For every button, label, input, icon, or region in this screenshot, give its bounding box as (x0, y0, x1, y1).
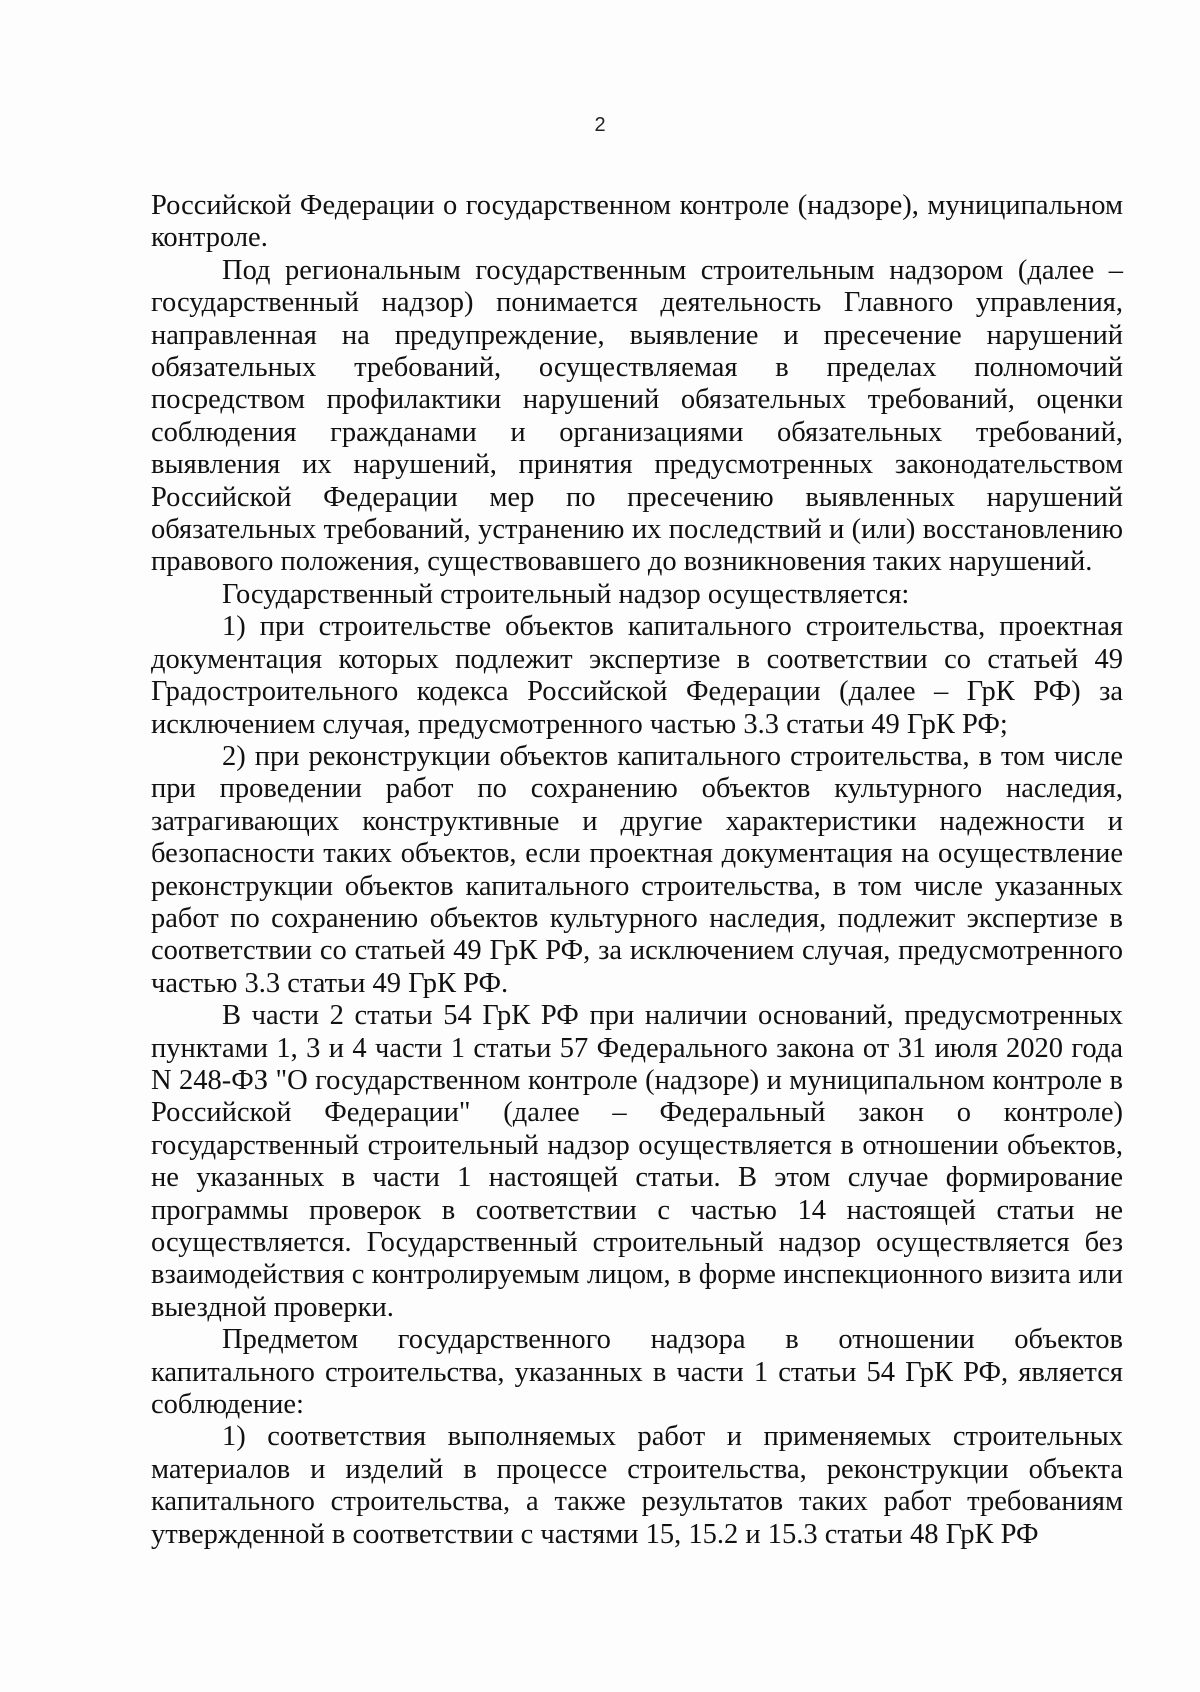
paragraph-definition: Под региональным государственным строительным надзором (далее – государственный надзор) понимается деятельность Главного управления, направленная на предупреждение, выявление и пресечение нарушений обязательных требований, осуществляемая в пределах полномочий посредством профилактики нарушений обязательных требований, оценки соблюдения гражданами и организациями обязательных требований, выявления их нарушений, принятия предусмотренных законодательством Российской Федерации мер по пресечению выявленных нарушений обязательных требований, устранению их последствий и (или) восстановлению правового положения, существовавшего до возникновения таких нарушений. (151, 254, 1123, 578)
page-number: 2 (594, 114, 606, 136)
paragraph-item-1: 1) при строительстве объектов капитального строительства, проектная документация которых подлежит экспертизе в соответствии со статьей 49 Градостроительного кодекса Российской Федерации (далее – ГрК РФ) за исключением случая, предусмотренного частью 3.3 статьи 49 ГрК РФ; (151, 611, 1123, 740)
paragraph-subject: Предметом государственного надзора в отношении объектов капитального строительства, указанных в части 1 статьи 54 ГрК РФ, является соблюдение: (151, 1324, 1123, 1421)
paragraph-subject-item-1: 1) соответствия выполняемых работ и применяемых строительных материалов и изделий в процессе строительства, реконструкции объекта капитального строительства, а также результатов таких работ требованиям утвержденной в соответствии с частями 15, 15.2 и 15.3 статьи 48 ГрК РФ (151, 1421, 1123, 1550)
paragraph-article-54: В части 2 статьи 54 ГрК РФ при наличии оснований, предусмотренных пунктами 1, 3 и 4 части 1 статьи 57 Федерального закона от 31 июля 2020 года N 248-ФЗ "О государственном контроле (надзоре) и муниципальном контроле в Российской Федерации" (далее – Федеральный закон о контроле) государственный строительный надзор осуществляется в отношении объектов, не указанных в части 1 настоящей статьи. В этом случае формирование программы проверок в соответствии с частью 14 настоящей статьи не осуществляется. Государственный строительный надзор осуществляется без взаимодействия с контролируемым лицом, в форме инспекционного визита или выездной проверки. (151, 1000, 1123, 1323)
paragraph-item-2: 2) при реконструкции объектов капитального строительства, в том числе при проведении работ по сохранению объектов культурного наследия, затрагивающих конструктивные и другие характеристики надежности и безопасности таких объектов, если проектная документация на осуществление реконструкции объектов капитального строительства, в том числе указанных работ по сохранению объектов культурного наследия, подлежит экспертизе в соответствии со статьей 49 ГрК РФ, за исключением случая, предусмотренного частью 3.3 статьи 49 ГрК РФ. (151, 740, 1123, 999)
document-body (151, 190, 1123, 1551)
paragraph-continuation: Российской Федерации о государственном контроле (надзоре), муниципальном контроле. (151, 190, 1123, 254)
paragraph-list-intro: Государственный строительный надзор осуществляется: (222, 578, 910, 610)
